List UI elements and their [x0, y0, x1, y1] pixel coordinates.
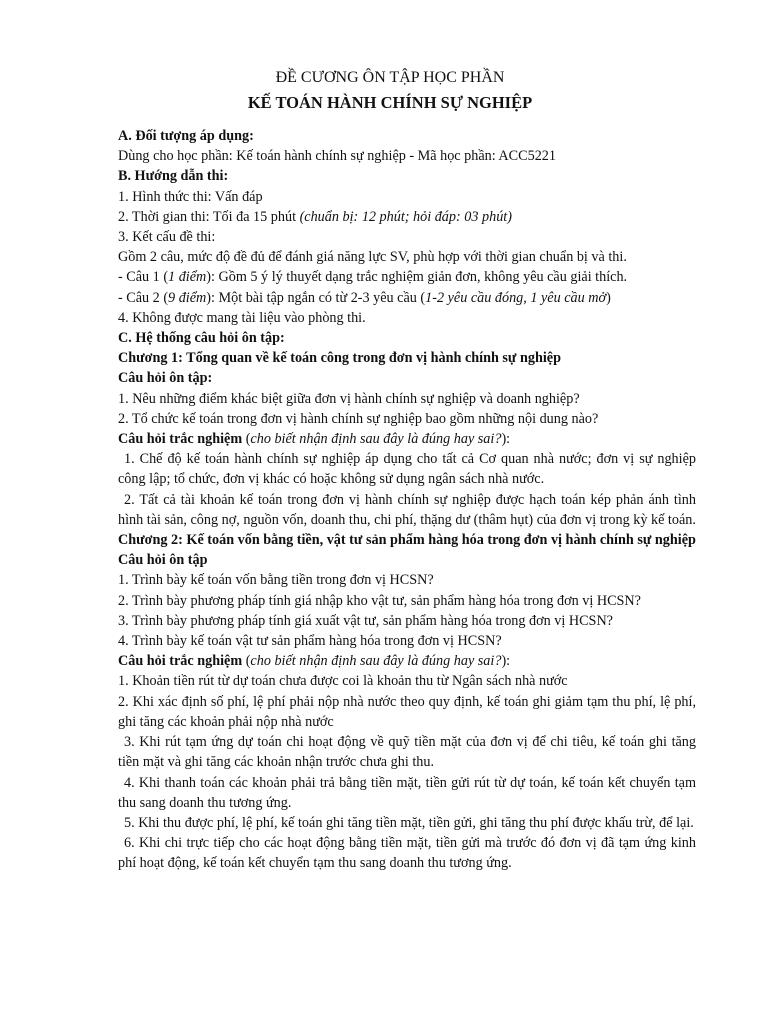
section-c-heading: C. Hệ thống câu hỏi ôn tập:: [118, 330, 285, 347]
chapter-1-mc-item: 2. Tất cả tài khoản kế toán trong đơn vị hành chính sự nghiệp được hạch toán kép phản ánh tình hình tài sản, công nợ, nguồn vốn, doanh thu, chi phí, thặng dư (thâm hụt) của đơn vị trong kỳ kế toán.: [118, 491, 696, 528]
section-a-heading: A. Đối tượng áp dụng:: [118, 128, 254, 144]
q1-points: 1 điểm: [168, 269, 207, 286]
chapter-2-heading: Chương 2: Kế toán vốn bằng tiền, vật tư sản phẩm hàng hóa trong đơn vị hành chính sự nghiệp: [118, 532, 696, 549]
chapter-2-review-item: 2. Trình bày phương pháp tính giá nhập kho vật tư, sản phẩm hàng hóa trong đơn vị HCSN?: [118, 592, 641, 609]
chapter-2-review-item: 1. Trình bày kế toán vốn bằng tiền trong đơn vị HCSN?: [118, 572, 434, 589]
section-a-text: Dùng cho học phần: Kế toán hành chính sự nghiệp - Mã học phần: ACC5221: [118, 148, 556, 165]
q2-requirements: 1-2 yêu cầu đóng, 1 yêu cầu mở: [425, 289, 607, 306]
chapter-2-mc-item: 4. Khi thanh toán các khoản phải trả bằng tiền mặt, tiền gửi rút từ dự toán, kế toán kết chuyển tạm thu sang doanh thu tương ứng.: [118, 774, 696, 811]
exam-time: [118, 207, 696, 227]
exam-materials-rule: 4. Không được mang tài liệu vào phòng thi.: [118, 309, 366, 326]
section-b-heading: B. Hướng dẫn thi:: [118, 168, 229, 185]
q1-text: ): Gồm 5 ý lý thuyết dạng trắc nghiệm giản đơn, không yêu cầu giải thích.: [206, 269, 628, 286]
exam-format: 1. Hình thức thi: Vấn đáp: [118, 188, 263, 205]
document-title-line2: KẾ TOÁN HÀNH CHÍNH SỰ NGHIỆP: [247, 93, 533, 112]
question-2-desc: [118, 288, 696, 308]
q2-close: ): [606, 289, 611, 306]
chapter-2-review-heading: Câu hỏi ôn tập: [118, 552, 208, 569]
mc-heading-label: Câu hỏi trắc nghiệm: [118, 653, 243, 670]
exam-time-detail: (chuẩn bị: 12 phút; hỏi đáp: 03 phút): [299, 208, 512, 225]
chapter-1-mc-heading: [118, 429, 696, 449]
chapter-1-mc-item: 1. Chế độ kế toán hành chính sự nghiệp áp dụng cho tất cả Cơ quan nhà nước; đơn vị sự nghiệp công lập; tổ chức, đơn vị khác có hoặc không sử dụng ngân sách nhà nước.: [118, 451, 696, 488]
chapter-2-mc-item: 3. Khi rút tạm ứng dự toán chi hoạt động về quỹ tiền mặt của đơn vị để chi tiêu, kế toán ghi tăng tiền mặt và ghi tăng các khoản nhận trước chưa ghi thu.: [118, 734, 696, 771]
chapter-2-review-item: 4. Trình bày kế toán vật tư sản phẩm hàng hóa trong đơn vị HCSN?: [118, 633, 502, 650]
q2-prefix: - Câu 2 (: [118, 289, 169, 306]
mc-heading-open: (: [242, 431, 251, 448]
document-body: [118, 126, 696, 874]
mc-heading-instruction: cho biết nhận định sau đây là đúng hay sai?: [250, 431, 502, 448]
document-title-line1: ĐỀ CƯƠNG ÔN TẬP HỌC PHẦN: [275, 69, 505, 86]
chapter-2-mc-heading: [118, 651, 696, 671]
chapter-1-review-heading: Câu hỏi ôn tập:: [118, 370, 213, 387]
mc-heading-close: ):: [501, 653, 511, 670]
question-1-desc: [118, 267, 696, 287]
exam-time-label: 2. Thời gian thi: Tối đa 15 phút: [118, 208, 300, 225]
q2-points: 9 điểm: [168, 289, 207, 306]
q1-prefix: - Câu 1 (: [118, 269, 169, 286]
mc-heading-instruction: cho biết nhận định sau đây là đúng hay sai?: [250, 653, 502, 670]
chapter-2-review-item: 3. Trình bày phương pháp tính giá xuất vật tư, sản phẩm hàng hóa trong đơn vị HCSN?: [118, 612, 613, 629]
q2-text: ): Một bài tập ngắn có từ 2-3 yêu cầu (: [206, 289, 426, 306]
chapter-2-mc-item: 6. Khi chi trực tiếp cho các hoạt động bằng tiền mặt, tiền gửi mà trước đó đơn vị đã tạm ứng kinh phí hoạt động, kế toán kết chuyển tạm thu sang doanh thu tương ứng.: [118, 835, 696, 872]
chapter-2-mc-item: 5. Khi thu được phí, lệ phí, kế toán ghi tăng tiền mặt, tiền gửi, ghi tăng thu phí được khấu trừ, để lại.: [124, 814, 694, 831]
mc-heading-open: (: [242, 653, 251, 670]
mc-heading-label: Câu hỏi trắc nghiệm: [118, 431, 243, 448]
mc-heading-close: ):: [501, 431, 511, 448]
exam-structure: 3. Kết cấu đề thi:: [118, 229, 216, 246]
chapter-2-mc-item: 2. Khi xác định số phí, lệ phí phải nộp nhà nước theo quy định, kế toán ghi giảm tạm thu phí, lệ phí, ghi tăng các khoản phải nộp nhà nước: [118, 693, 696, 730]
chapter-2-mc-item: 1. Khoản tiền rút từ dự toán chưa được coi là khoản thu từ Ngân sách nhà nước: [118, 673, 568, 690]
chapter-1-review-item: 1. Nêu những điểm khác biệt giữa đơn vị hành chính sự nghiệp và doanh nghiệp?: [118, 390, 580, 407]
chapter-1-review-item: 2. Tổ chức kế toán trong đơn vị hành chính sự nghiệp bao gồm những nội dung nào?: [118, 410, 599, 427]
exam-structure-desc: Gồm 2 câu, mức độ đề đủ để đánh giá năng lực SV, phù hợp với thời gian chuẩn bị và thi.: [118, 249, 627, 266]
chapter-1-heading: Chương 1: Tổng quan về kế toán công trong đơn vị hành chính sự nghiệp: [118, 350, 561, 367]
